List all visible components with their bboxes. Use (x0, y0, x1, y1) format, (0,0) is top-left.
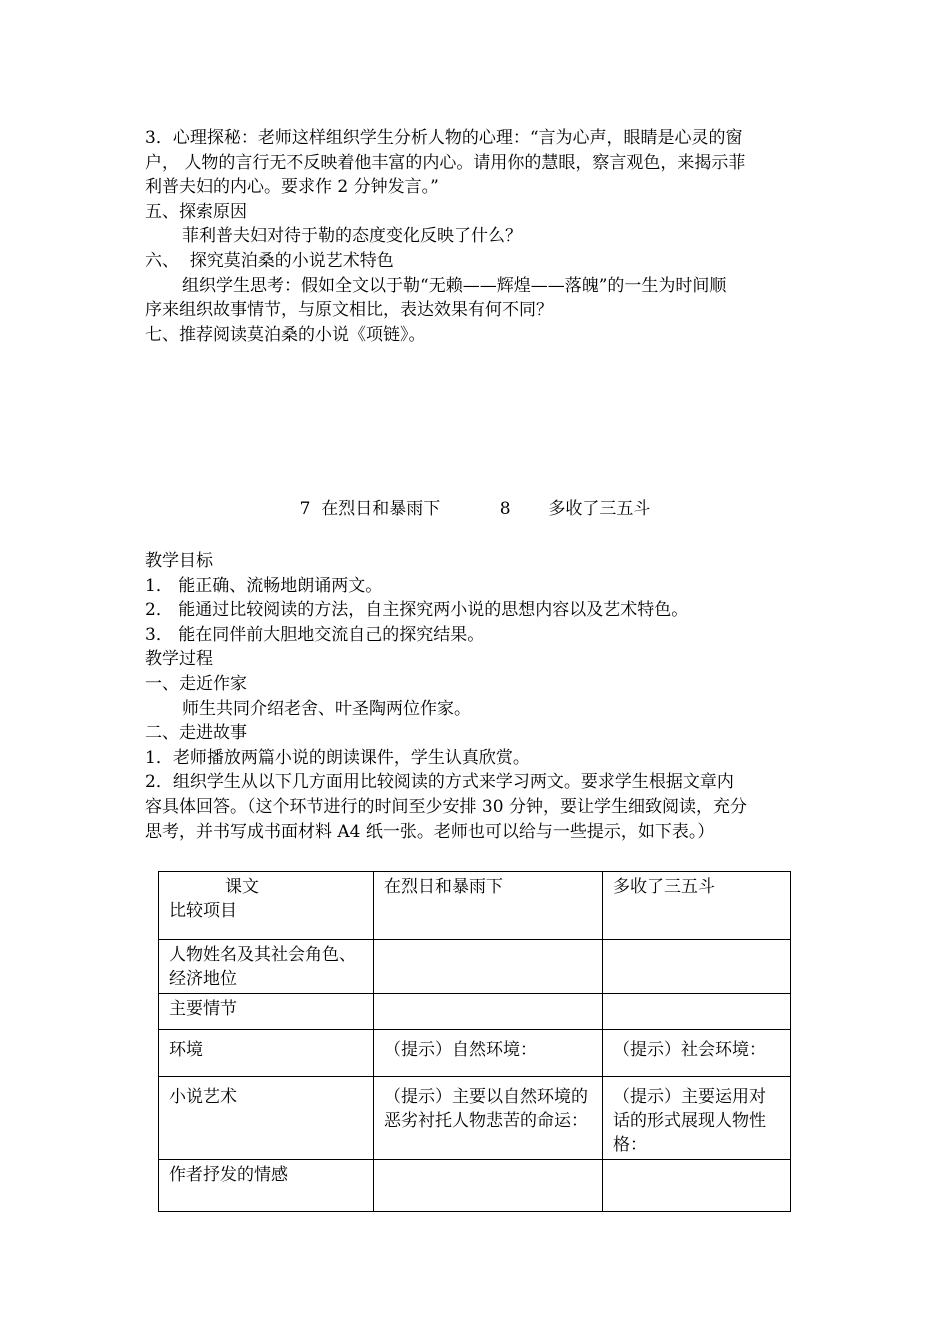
paragraph-line: 户， 人物的言行无不反映着他丰富的内心。请用你的慧眼，察言观色，来揭示菲 (145, 152, 746, 173)
table-cell: （提示）主要以自然环境的恶劣衬托人物悲苦的命运： (374, 1077, 603, 1160)
table-row-label: 环境 (159, 1030, 374, 1077)
table-cell (603, 1160, 791, 1212)
paragraph-line: 利普夫妇的内心。要求作 2 分钟发言。” (145, 177, 439, 198)
table-header-cell: 在烈日和暴雨下 (374, 872, 603, 940)
section-heading: 教学过程 (145, 649, 213, 670)
section-heading: 一、走近作家 (145, 673, 247, 694)
table-header-row (159, 872, 791, 940)
paragraph-line: 菲利普夫妇对待于勒的态度变化反映了什么？ (182, 226, 522, 247)
paragraph-line: 师生共同介绍老舍、叶圣陶两位作家。 (182, 698, 471, 719)
list-item: 1．老师播放两篇小说的朗读课件，学生认真欣赏。 (145, 747, 530, 768)
table-cell: （提示）社会环境： (603, 1030, 791, 1077)
paragraph-line: 思考，并书写成书面材料 A4 纸一张。老师也可以给与一些提示，如下表。） (145, 821, 715, 842)
table-row-label: 作者抒发的情感 (159, 1160, 374, 1212)
table-row (159, 940, 791, 994)
paragraph-line: 组织学生思考：假如全文以于勒“无赖——辉煌——落魄”的一生为时间顺 (182, 275, 727, 296)
paragraph-line: 3．心理探秘：老师这样组织学生分析人物的心理：“言为心声，眼睛是心灵的窗 (145, 128, 743, 148)
table-cell (603, 994, 791, 1030)
list-item: 2． 能通过比较阅读的方法，自主探究两小说的思想内容以及艺术特色。 (145, 600, 689, 621)
list-item: 2．组织学生从以下几方面用比较阅读的方式来学习两文。要求学生根据文章内 (145, 772, 734, 793)
section-heading: 七、推荐阅读莫泊桑的小说《项链》。 (145, 324, 426, 345)
comparison-table (158, 871, 791, 1212)
table-row (159, 1160, 791, 1212)
section-heading: 五、探索原因 (145, 201, 247, 222)
corner-label-bottom: 比较项目 (169, 901, 237, 921)
section-heading: 二、走进故事 (145, 723, 247, 744)
table-row-label: 人物姓名及其社会角色、经济地位 (159, 940, 374, 994)
body-section (145, 549, 810, 844)
top-section (145, 126, 810, 347)
table-row-label: 主要情节 (159, 994, 374, 1030)
table-cell (374, 1160, 603, 1212)
table-corner-cell (159, 872, 374, 940)
corner-label-top: 课文 (225, 877, 259, 897)
paragraph-line: 容具体回答。（这个环节进行的时间至少安排 30 分钟，要让学生细致阅读，充分 (145, 796, 747, 817)
table-row (159, 994, 791, 1030)
section-heading: 教学目标 (145, 551, 213, 571)
paragraph-line: 序来组织故事情节，与原文相比，表达效果有何不同？ (145, 300, 553, 321)
table-cell: （提示）自然环境： (374, 1030, 603, 1077)
table-cell (374, 994, 603, 1030)
table-row-label: 小说艺术 (159, 1077, 374, 1160)
table-cell (374, 940, 603, 994)
list-item: 1． 能正确、流畅地朗诵两文。 (145, 575, 383, 596)
table-cell: （提示）主要运用对话的形式展现人物性格： (603, 1077, 791, 1160)
lesson-title: 7 在烈日和暴雨下 8 多收了三五斗 (299, 499, 651, 519)
list-item: 3． 能在同伴前大胆地交流自己的探究结果。 (145, 624, 485, 645)
table-row (159, 1077, 791, 1160)
table-cell (603, 940, 791, 994)
table-row (159, 1030, 791, 1077)
section-heading: 六、 探究莫泊桑的小说艺术特色 (145, 250, 394, 271)
table-header-cell: 多收了三五斗 (603, 872, 791, 940)
